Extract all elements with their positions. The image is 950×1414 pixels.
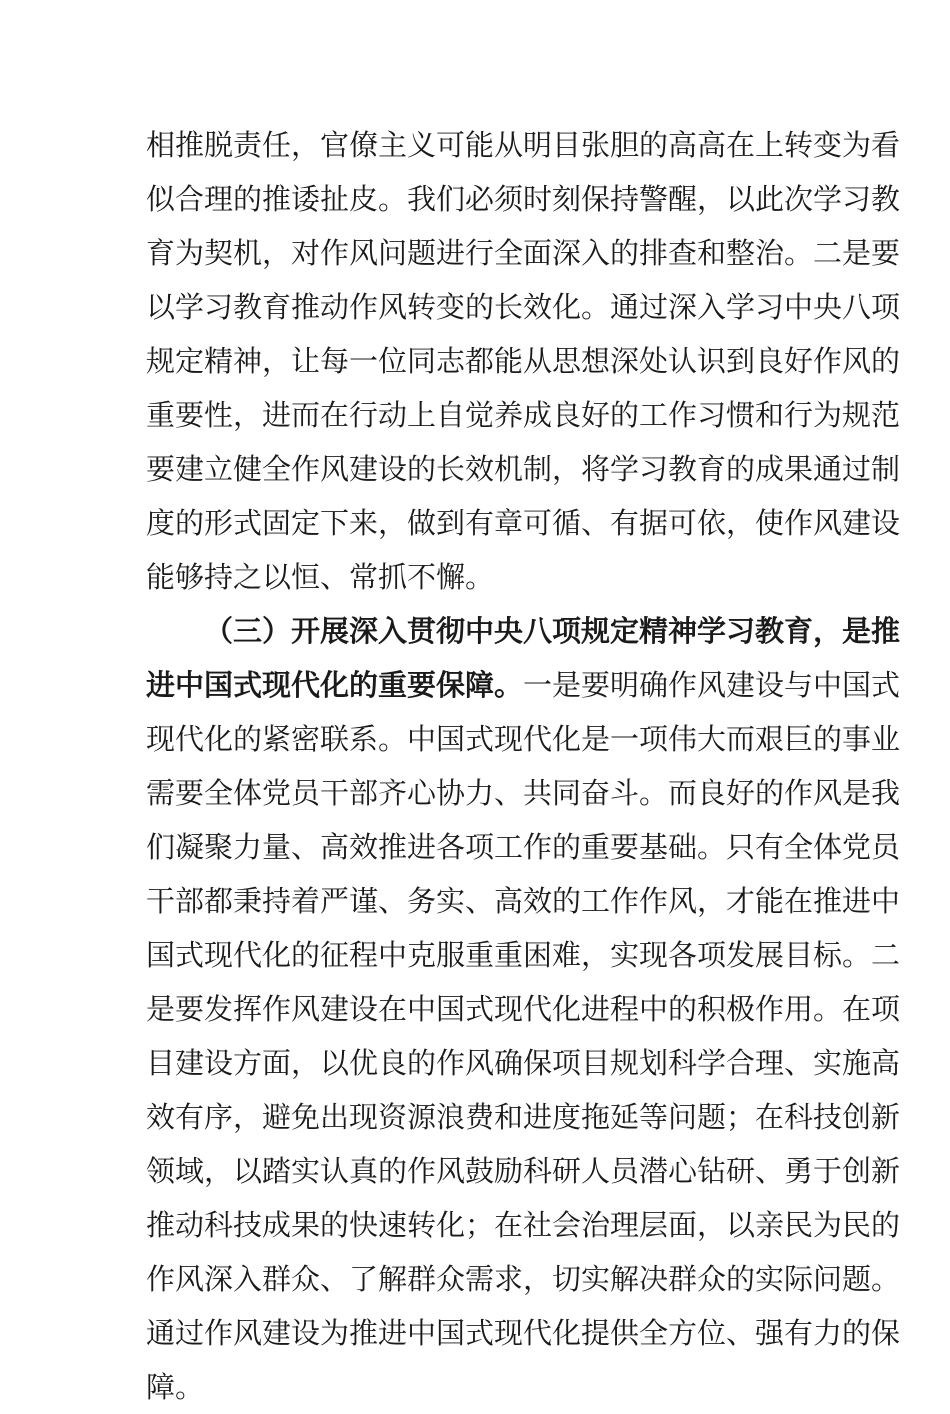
text-line: 效有序，避免出现资源浪费和进度拖延等问题；在科技创新	[146, 1100, 901, 1134]
text-line: 作风深入群众、了解群众需求，切实解决群众的实际问题。	[146, 1262, 901, 1296]
text-line: 干部都秉持着严谨、务实、高效的工作作风，才能在推进中	[146, 884, 901, 918]
body-text	[146, 118, 901, 1414]
text-line: 重要性，进而在行动上自觉养成良好的工作习惯和行为规范	[146, 398, 901, 432]
section-heading-bold: 进中国式现代化的重要保障。	[146, 668, 524, 702]
text-line: 度的形式固定下来，做到有章可循、有据可依，使作风建设	[146, 506, 901, 540]
text-line: 国式现代化的征程中克服重重困难，实现各项发展目标。二	[146, 938, 901, 972]
text-line: 规定精神，让每一位同志都能从思想深处认识到良好作风的	[146, 344, 901, 378]
section-heading: （三）开展深入贯彻中央八项规定精神学习教育，是推	[204, 614, 901, 648]
text-line: 要建立健全作风建设的长效机制，将学习教育的成果通过制	[146, 452, 901, 486]
text-line: 现代化的紧密联系。中国式现代化是一项伟大而艰巨的事业	[146, 722, 901, 756]
text-line: 能够持之以恒、常抓不懈。	[146, 560, 495, 594]
text-line: 相推脱责任，官僚主义可能从明目张胆的高高在上转变为看	[146, 128, 901, 162]
text-line: 目建设方面，以优良的作风确保项目规划科学合理、实施高	[146, 1046, 901, 1080]
text-line: 需要全体党员干部齐心协力、共同奋斗。而良好的作风是我	[146, 776, 901, 810]
text-line: 育为契机，对作风问题进行全面深入的排查和整治。二是要	[146, 236, 901, 270]
text-line: 通过作风建设为推进中国式现代化提供全方位、强有力的保	[146, 1316, 901, 1350]
text-line: 领域，以踏实认真的作风鼓励科研人员潜心钻研、勇于创新	[146, 1154, 901, 1188]
text-line: 以学习教育推动作风转变的长效化。通过深入学习中央八项	[146, 290, 901, 324]
text-line: 们凝聚力量、高效推进各项工作的重要基础。只有全体党员	[146, 830, 901, 864]
section-heading-rest: 一是要明确作风建设与中国式	[523, 668, 901, 702]
text-line: 是要发挥作风建设在中国式现代化进程中的积极作用。在项	[146, 992, 901, 1026]
text-line: 推动科技成果的快速转化；在社会治理层面，以亲民为民的	[146, 1208, 901, 1242]
text-line: 障。	[146, 1370, 205, 1404]
section-heading-continuation	[146, 658, 901, 712]
text-line: 似合理的推诿扯皮。我们必须时刻保持警醒，以此次学习教	[146, 182, 901, 216]
